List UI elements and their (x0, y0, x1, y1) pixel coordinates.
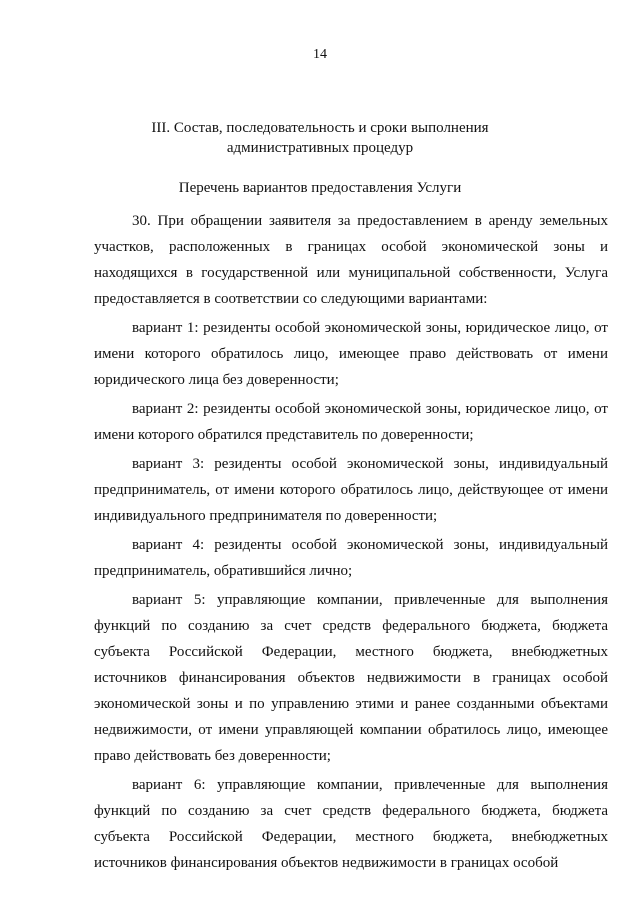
paragraph-variant-2: вариант 2: резиденты особой экономической зоны, юридическое лицо, от имени которого обратился представитель по доверенности; (94, 401, 608, 443)
paragraph-30: 30. При обращении заявителя за предоставлением в аренду земельных участков, расположенных в границах особой экономической зоны и находящихся в государственной или муниципальной собственности, Услуга предоставляется в соответствии со следующими вариантами: (94, 213, 608, 307)
section-title-line-1: III. Состав, последовательность и сроки выполнения (151, 120, 489, 136)
paragraph-variant-5: вариант 5: управляющие компании, привлеченные для выполнения функций по созданию за счет средств федерального бюджета, бюджета субъекта Российской Федерации, местного бюджета, внебюджетных источников финансирования объектов недвижимости в границах особой экономической зоны и по управлению этими и ранее созданными объектами недвижимости, от имени управляющей компании обратилось лицо, имеющее право действовать без доверенности; (94, 592, 608, 764)
section-title-line-2: административных процедур (226, 140, 414, 156)
paragraph-variant-3: вариант 3: резиденты особой экономической зоны, индивидуальный предприниматель, от имени которого обратилось лицо, действующее от имени индивидуального предпринимателя по доверенности; (94, 456, 608, 524)
paragraph-variant-4: вариант 4: резиденты особой экономической зоны, индивидуальный предприниматель, обратившийся лично; (94, 537, 608, 579)
subheading: Перечень вариантов предоставления Услуги (178, 180, 462, 196)
body-text (94, 208, 608, 879)
paragraph-variant-1: вариант 1: резиденты особой экономической зоны, юридическое лицо, от имени которого обратилось лицо, имеющее право действовать от имени юридического лица без доверенности; (94, 320, 608, 388)
section-title (0, 118, 640, 158)
page-number: 14 (313, 47, 327, 62)
paragraph-variant-6: вариант 6: управляющие компании, привлеченные для выполнения функций по созданию за счет средств федерального бюджета, бюджета субъекта Российской Федерации, местного бюджета, внебюджетных источников финансирования объектов недвижимости в границах особой (94, 777, 608, 871)
